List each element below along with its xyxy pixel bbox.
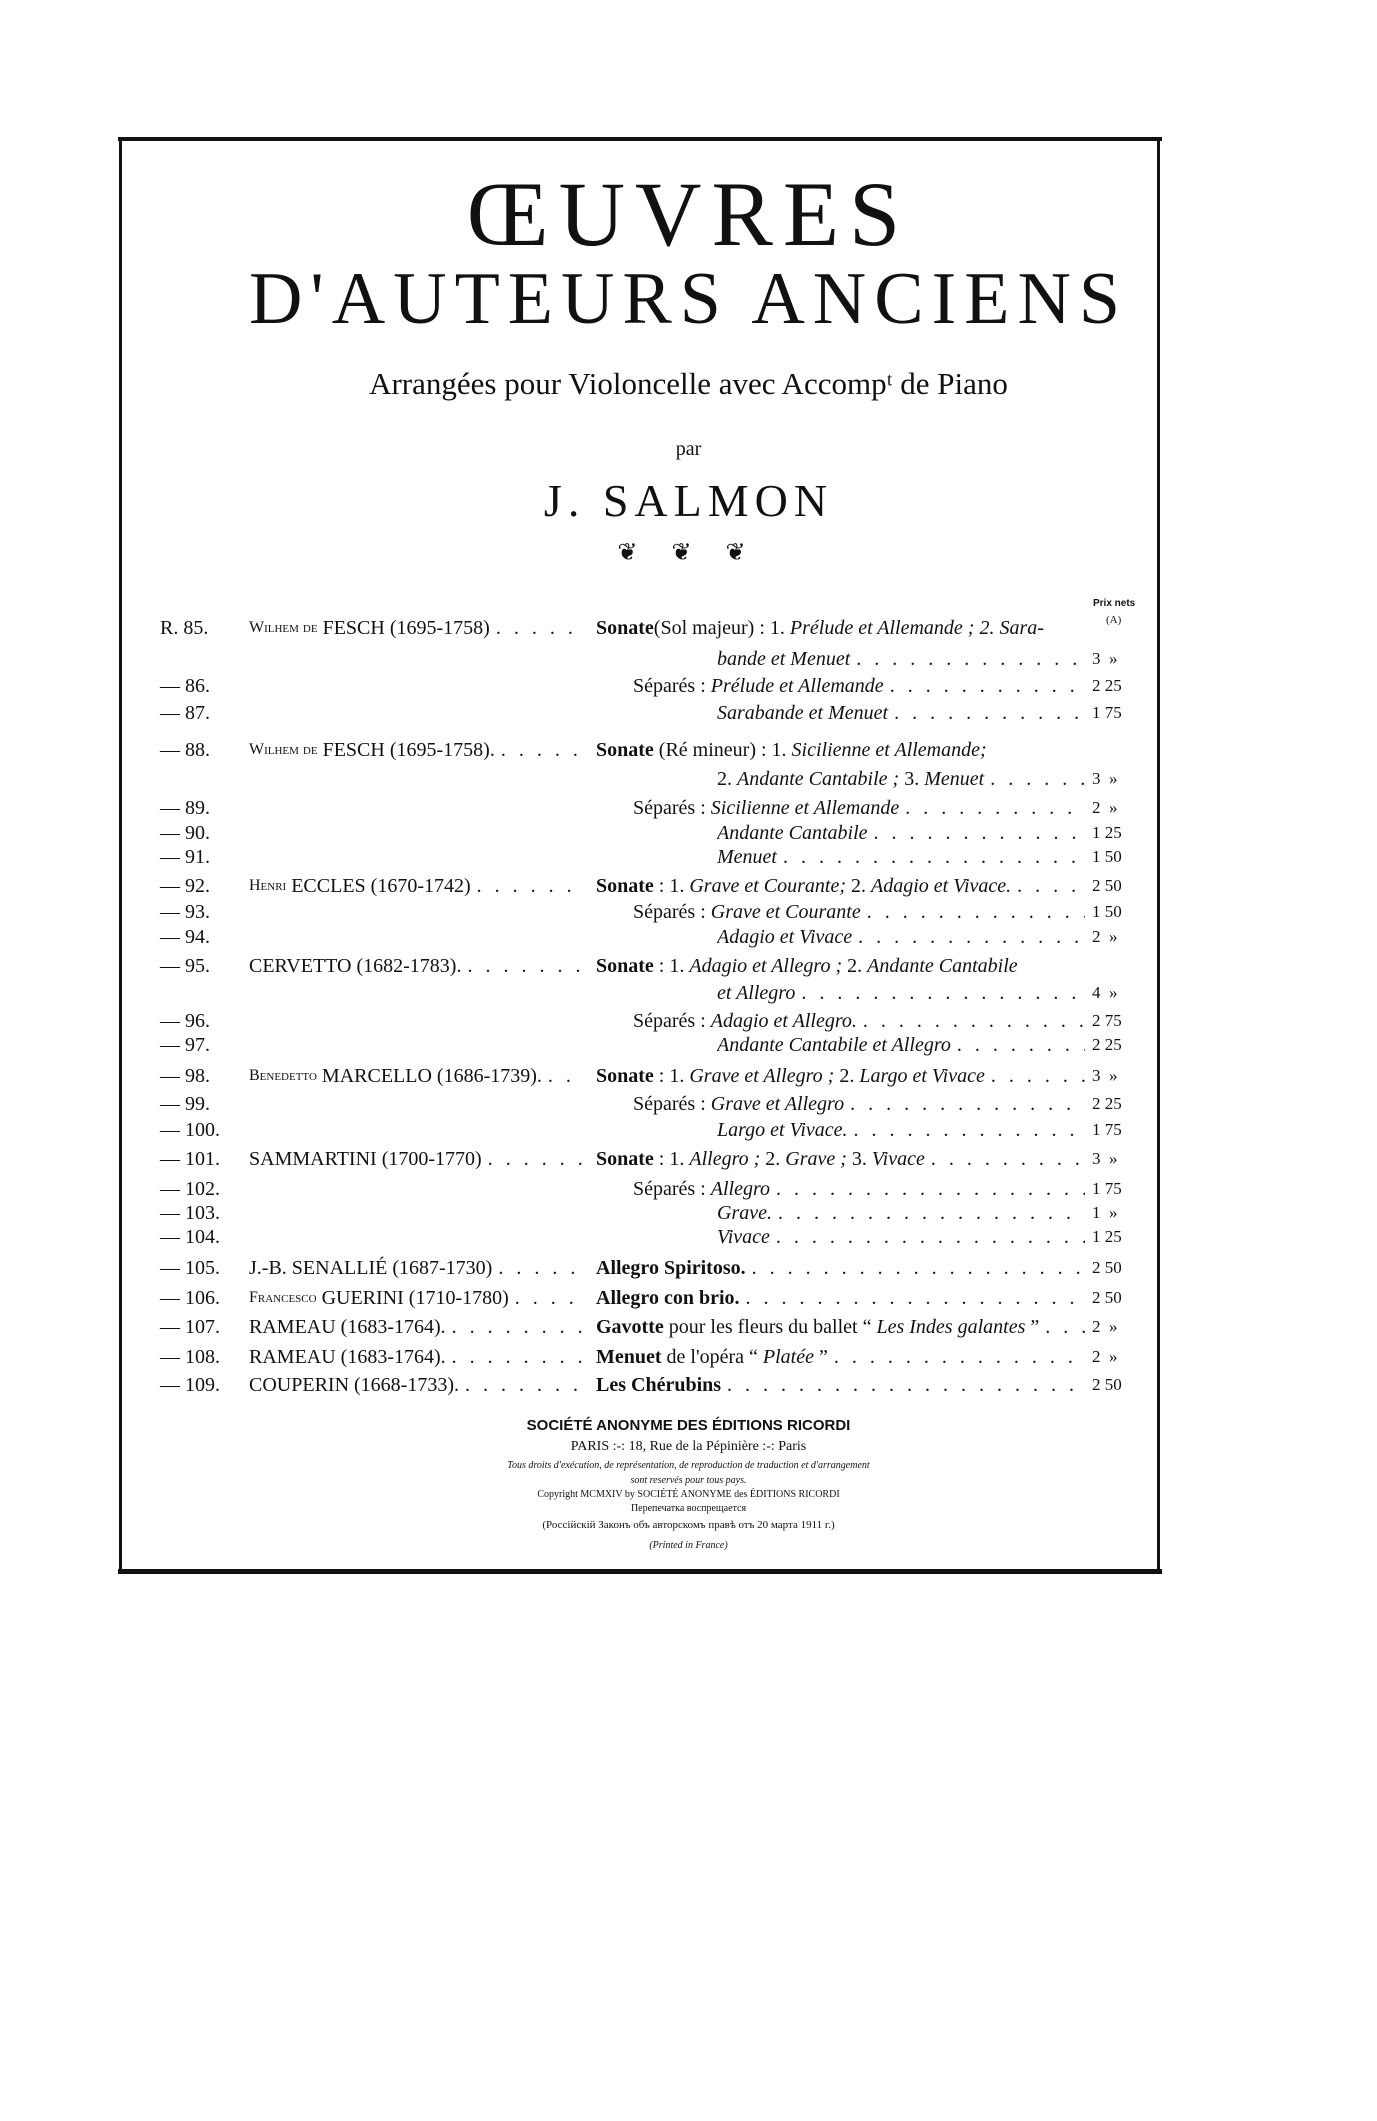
price: 2 25	[1092, 1035, 1122, 1054]
catalog-entry	[0, 1176, 1377, 1202]
price-header: Prix nets	[1093, 598, 1136, 609]
work-segment: bande et Menuet	[717, 648, 851, 670]
title-line-1: ŒUVRES	[466, 163, 911, 265]
dot-leader	[828, 1344, 1085, 1370]
dot-leader	[509, 1285, 584, 1311]
work-title	[717, 924, 1085, 950]
price: 2 »	[1092, 1317, 1118, 1336]
work-title	[717, 1117, 1085, 1143]
work-segment: Grave ;	[785, 1148, 852, 1170]
dot-leader	[746, 1255, 1085, 1281]
entry-number: — 104.	[160, 1226, 220, 1248]
work-segment: Andante Cantabile ;	[737, 768, 905, 790]
work-title	[596, 953, 1085, 979]
work-segment: Grave et Allegro	[710, 1093, 845, 1115]
entry-number: — 98.	[160, 1065, 210, 1087]
dot-leader	[795, 980, 1085, 1006]
work-segment: Sonate	[596, 1065, 654, 1087]
entry-number: — 106.	[160, 1287, 220, 1309]
work-title	[633, 1091, 1085, 1117]
price: 3 »	[1092, 1149, 1118, 1168]
composer-dates: (1687-1730)	[392, 1257, 493, 1279]
work-segment: 2.	[765, 1148, 786, 1170]
work-segment: Grave et Courante;	[689, 875, 851, 897]
entry-number: — 109.	[160, 1374, 220, 1396]
entry-number: — 90.	[160, 822, 210, 844]
catalog-entry	[0, 1372, 1377, 1398]
entry-number: — 108.	[160, 1346, 220, 1368]
subtitle: Arrangées pour Violoncelle avec Accompᵗ de Piano	[369, 366, 1008, 401]
composer-last-name: GUERINI	[321, 1287, 404, 1309]
composer-last-name: SAMMARTINI	[249, 1148, 377, 1170]
work-title	[717, 766, 1085, 792]
dot-leader	[850, 646, 1085, 672]
frame-bottom-rule	[118, 1569, 1162, 1574]
catalog-entry	[0, 899, 1377, 925]
dot-leader	[777, 844, 1085, 870]
work-title	[596, 1063, 1085, 1089]
dot-leader	[721, 1372, 1085, 1398]
work-segment: 2.	[717, 768, 737, 790]
author-name: J. SALMON	[543, 475, 834, 526]
composer-dates: (1710-1780)	[408, 1287, 509, 1309]
price: 2 50	[1092, 1375, 1122, 1394]
work-segment: Gavotte	[596, 1316, 664, 1338]
work-segment: Sonate	[596, 955, 654, 977]
entry-number: — 91.	[160, 846, 210, 868]
rights-line-2: sont reservés pour tous pays.	[630, 1475, 747, 1486]
work-segment: Menuet	[596, 1346, 662, 1368]
dot-leader	[925, 1146, 1085, 1172]
rights-line-1: Tous droits d'exécution, de représentation, de reproduction de traduction et d'arrangement	[507, 1460, 870, 1471]
composer-dates: (1683-1764).	[340, 1316, 446, 1338]
work-segment: Sicilienne et Allemande	[710, 797, 900, 819]
work-segment: Sonate	[596, 1148, 654, 1170]
work-segment: (Sol majeur) : 1.	[653, 617, 790, 639]
catalog-entry	[0, 1314, 1377, 1340]
work-segment: Prélude et Allemande ; 2. Sara-	[789, 617, 1044, 639]
dot-leader	[888, 700, 1085, 726]
composer-first-name: Henri	[249, 877, 287, 894]
catalog-entry	[0, 1032, 1377, 1058]
price: 2 »	[1092, 798, 1118, 817]
composer-dates: (1682-1783).	[356, 955, 462, 977]
publisher: SOCIÉTÉ ANONYME DES ÉDITIONS RICORDI	[526, 1417, 851, 1434]
composer	[249, 1285, 584, 1311]
price: 1 75	[1092, 1120, 1122, 1139]
catalog-entry	[0, 1063, 1377, 1089]
work-segment: Allegro	[710, 1178, 771, 1200]
price: 2 25	[1092, 676, 1122, 695]
catalog-entry	[0, 1117, 1377, 1143]
work-title	[633, 1008, 1085, 1034]
entry-number: — 95.	[160, 955, 210, 977]
printed-in: (Printed in France)	[649, 1540, 728, 1551]
composer-dates: (1668-1733).	[354, 1374, 459, 1396]
work-segment: Allegro con brio.	[596, 1287, 740, 1309]
catalog-entry	[0, 1344, 1377, 1370]
work-segment: Allegro Spiritoso.	[596, 1257, 746, 1279]
price: 1 50	[1092, 847, 1122, 866]
work-title	[717, 1032, 1085, 1058]
entry-number: — 100.	[160, 1119, 220, 1141]
composer-first-name: Wilhem de	[249, 619, 318, 636]
dot-leader	[848, 1117, 1085, 1143]
work-segment: Adagio et Vivace	[717, 926, 853, 948]
work-segment: Grave et Allegro ;	[689, 1065, 840, 1087]
composer	[249, 1372, 584, 1398]
price: 4 »	[1092, 983, 1118, 1002]
catalog-entry	[0, 700, 1377, 726]
entry-number: — 101.	[160, 1148, 220, 1170]
composer-last-name: RAMEAU	[249, 1316, 336, 1338]
work-segment: Vivace	[717, 1226, 770, 1248]
catalog-entry	[0, 1255, 1377, 1281]
work-title	[633, 673, 1085, 699]
dot-leader	[985, 1063, 1085, 1089]
work-segment: Grave.	[717, 1202, 772, 1224]
price: 1 »	[1092, 1203, 1118, 1222]
dot-leader	[868, 820, 1085, 846]
work-segment: (Ré mineur) : 1.	[653, 739, 792, 761]
work-title	[596, 1285, 1085, 1311]
catalog-entry	[0, 980, 1377, 1006]
ornament-icon: ❦ ❦ ❦	[617, 540, 760, 566]
work-title	[596, 1344, 1085, 1370]
work-segment: Vivace	[871, 1148, 925, 1170]
work-segment: Séparés :	[633, 1010, 711, 1032]
dot-leader	[459, 1372, 584, 1398]
composer-last-name: MARCELLO	[321, 1065, 432, 1087]
work-title	[717, 820, 1085, 846]
composer-last-name: FESCH	[322, 739, 385, 761]
work-segment: Sonate	[596, 739, 654, 761]
composer-dates: (1686-1739).	[436, 1065, 542, 1087]
entry-number: — 97.	[160, 1034, 210, 1056]
entry-number: — 88.	[160, 739, 210, 761]
catalog-entry	[0, 737, 1377, 763]
entry-number: — 103.	[160, 1202, 220, 1224]
entry-number: — 89.	[160, 797, 210, 819]
catalog-entry	[0, 1285, 1377, 1311]
work-title	[633, 795, 1085, 821]
composer-dates: (1700-1770)	[381, 1148, 482, 1170]
catalog-entry	[0, 1224, 1377, 1250]
work-segment: Sicilienne et Allemande;	[791, 739, 987, 761]
work-segment: Sarabande et Menuet	[717, 702, 889, 724]
dot-leader	[490, 615, 584, 641]
work-segment: Largo et Vivace.	[717, 1119, 848, 1141]
entry-number: — 96.	[160, 1010, 210, 1032]
price: 1 75	[1092, 703, 1122, 722]
price-note: (A)	[1106, 614, 1122, 626]
price: 3 »	[1092, 769, 1118, 788]
composer-dates: (1695-1758)	[389, 617, 490, 639]
composer-last-name: COUPERIN	[249, 1374, 350, 1396]
dot-leader	[984, 766, 1085, 792]
catalog-entry	[0, 766, 1377, 792]
work-segment: Les Indes galantes	[876, 1316, 1026, 1338]
dot-leader	[461, 953, 584, 979]
work-segment: Séparés :	[633, 1093, 711, 1115]
catalog-entry	[0, 924, 1377, 950]
dot-leader	[770, 1176, 1085, 1202]
dot-leader	[1011, 873, 1085, 899]
entry-number: — 107.	[160, 1316, 220, 1338]
price: 1 75	[1092, 1179, 1122, 1198]
composer-last-name: CERVETTO	[249, 955, 352, 977]
dot-leader	[844, 1091, 1085, 1117]
work-segment: Grave et Courante	[710, 901, 861, 923]
work-segment: : 1.	[653, 1065, 690, 1087]
work-segment: Adagio et Allegro.	[710, 1010, 857, 1032]
composer-first-name: Wilhem de	[249, 741, 318, 758]
work-title	[717, 844, 1085, 870]
composer	[249, 1344, 584, 1370]
work-segment: ”	[1025, 1316, 1040, 1338]
work-segment: Séparés :	[633, 901, 711, 923]
work-segment: Séparés :	[633, 1178, 711, 1200]
dot-leader	[482, 1146, 584, 1172]
work-title	[596, 1146, 1085, 1172]
composer-last-name: J.-B. SENALLIÉ	[249, 1257, 388, 1279]
work-segment: Menuet	[924, 768, 985, 790]
work-segment: Séparés :	[633, 675, 711, 697]
dot-leader	[446, 1344, 584, 1370]
price: 2 75	[1092, 1011, 1122, 1030]
title-line-2: D'AUTEURS ANCIENS	[248, 258, 1129, 340]
catalog-entry	[0, 844, 1377, 870]
work-title	[633, 1176, 1085, 1202]
work-segment: Les Chérubins	[596, 1374, 722, 1396]
price: 1 25	[1092, 1227, 1122, 1246]
composer	[249, 1255, 584, 1281]
work-segment: Andante Cantabile	[867, 955, 1018, 977]
dot-leader	[740, 1285, 1085, 1311]
work-segment: 2.	[847, 955, 868, 977]
dot-leader	[857, 1008, 1085, 1034]
composer-dates: (1695-1758).	[389, 739, 495, 761]
composer-last-name: RAMEAU	[249, 1346, 336, 1368]
composer	[249, 1146, 584, 1172]
work-segment: : 1.	[653, 1148, 690, 1170]
frame-top-rule	[118, 137, 1162, 141]
catalog-entry	[0, 873, 1377, 899]
entry-number: R. 85.	[160, 617, 209, 639]
publisher-address: PARIS :-: 18, Rue de la Pépinière :-: Paris	[570, 1439, 807, 1454]
work-segment: 3.	[851, 1148, 872, 1170]
work-segment: 3.	[904, 768, 925, 790]
work-segment: ”	[813, 1346, 828, 1368]
composer-last-name: FESCH	[322, 617, 385, 639]
work-segment: Séparés :	[633, 797, 711, 819]
composer-first-name: Benedetto	[249, 1067, 317, 1084]
russian-notice-1: Перепечатка воспрещается	[630, 1503, 747, 1514]
entry-number: — 86.	[160, 675, 210, 697]
catalog-entry	[0, 820, 1377, 846]
work-segment: Adagio et Allegro ;	[689, 955, 848, 977]
composer	[249, 1063, 584, 1089]
price: 2 50	[1092, 1288, 1122, 1307]
dot-leader	[772, 1200, 1085, 1226]
composer	[249, 953, 584, 979]
work-title	[717, 700, 1085, 726]
work-segment: de l'opéra “	[661, 1346, 763, 1368]
work-segment: Sonate	[596, 875, 654, 897]
price: 1 50	[1092, 902, 1122, 921]
work-segment: et Allegro	[717, 982, 796, 1004]
price: 2 »	[1092, 1347, 1118, 1366]
entry-number: — 102.	[160, 1178, 220, 1200]
entry-number: — 105.	[160, 1257, 220, 1279]
work-segment: Sonate	[596, 617, 654, 639]
dot-leader	[1039, 1314, 1085, 1340]
work-title	[717, 980, 1085, 1006]
work-segment: pour les fleurs du ballet “	[663, 1316, 877, 1338]
price: 2 50	[1092, 876, 1122, 895]
entry-number: — 94.	[160, 926, 210, 948]
russian-notice-2: (Россійскій Законъ объ авторскомъ правѣ отъ 20 марта 1911 г.)	[542, 1519, 835, 1531]
work-title	[633, 899, 1085, 925]
catalog-entry	[0, 1008, 1377, 1034]
dot-leader	[852, 924, 1085, 950]
entry-number: — 99.	[160, 1093, 210, 1115]
composer	[249, 873, 584, 899]
catalog-entry	[0, 1091, 1377, 1117]
work-segment: : 1.	[653, 955, 690, 977]
price: 2 25	[1092, 1094, 1122, 1113]
dot-leader	[542, 1063, 584, 1089]
work-segment: Adagio et Vivace.	[871, 875, 1012, 897]
price: 3 »	[1092, 1066, 1118, 1085]
composer	[249, 737, 584, 763]
work-title	[717, 646, 1085, 672]
work-segment: Platée	[762, 1346, 814, 1368]
work-segment: : 1.	[653, 875, 690, 897]
dot-leader	[492, 1255, 584, 1281]
price: 2 »	[1092, 927, 1118, 946]
dot-leader	[495, 737, 584, 763]
work-segment: Allegro ;	[689, 1148, 766, 1170]
work-segment: 2.	[851, 875, 871, 897]
by-label: par	[675, 438, 702, 460]
work-title	[717, 1224, 1085, 1250]
catalog-entry	[0, 673, 1377, 699]
catalog-entry	[0, 1200, 1377, 1226]
work-title	[596, 1255, 1085, 1281]
work-segment: Prélude et Allemande	[710, 675, 884, 697]
composer-last-name: ECCLES	[291, 875, 366, 897]
dot-leader	[471, 873, 584, 899]
price: 3 »	[1092, 649, 1118, 668]
price: 2 50	[1092, 1258, 1122, 1277]
entry-number: — 93.	[160, 901, 210, 923]
entry-number: — 87.	[160, 702, 210, 724]
composer-first-name: Francesco	[249, 1289, 317, 1306]
dot-leader	[446, 1314, 584, 1340]
composer	[249, 615, 584, 641]
catalog-entry	[0, 615, 1377, 641]
dot-leader	[861, 899, 1085, 925]
work-title	[596, 1314, 1085, 1340]
composer-dates: (1683-1764).	[340, 1346, 446, 1368]
entry-number: — 92.	[160, 875, 210, 897]
price: 1 25	[1092, 823, 1122, 842]
work-segment: Andante Cantabile et Allegro	[717, 1034, 951, 1056]
copyright: Copyright MCMXIV by SOCIÉTÉ ANONYME des ÉDITIONS RICORDI	[537, 1489, 840, 1500]
dot-leader	[884, 673, 1085, 699]
dot-leader	[951, 1032, 1085, 1058]
composer-dates: (1670-1742)	[370, 875, 471, 897]
work-title	[596, 737, 1085, 763]
catalog-entry	[0, 646, 1377, 672]
dot-leader	[899, 795, 1085, 821]
work-title	[717, 1200, 1085, 1226]
catalog-entry	[0, 953, 1377, 979]
work-segment: 2.	[839, 1065, 860, 1087]
composer	[249, 1314, 584, 1340]
dot-leader	[770, 1224, 1085, 1250]
work-title	[596, 1372, 1085, 1398]
work-segment: Largo et Vivace	[859, 1065, 985, 1087]
work-segment: Menuet	[717, 846, 777, 868]
work-segment: Andante Cantabile	[717, 822, 868, 844]
catalog-entry	[0, 795, 1377, 821]
catalog-entry	[0, 1146, 1377, 1172]
work-title	[596, 873, 1085, 899]
work-title	[596, 615, 1085, 641]
